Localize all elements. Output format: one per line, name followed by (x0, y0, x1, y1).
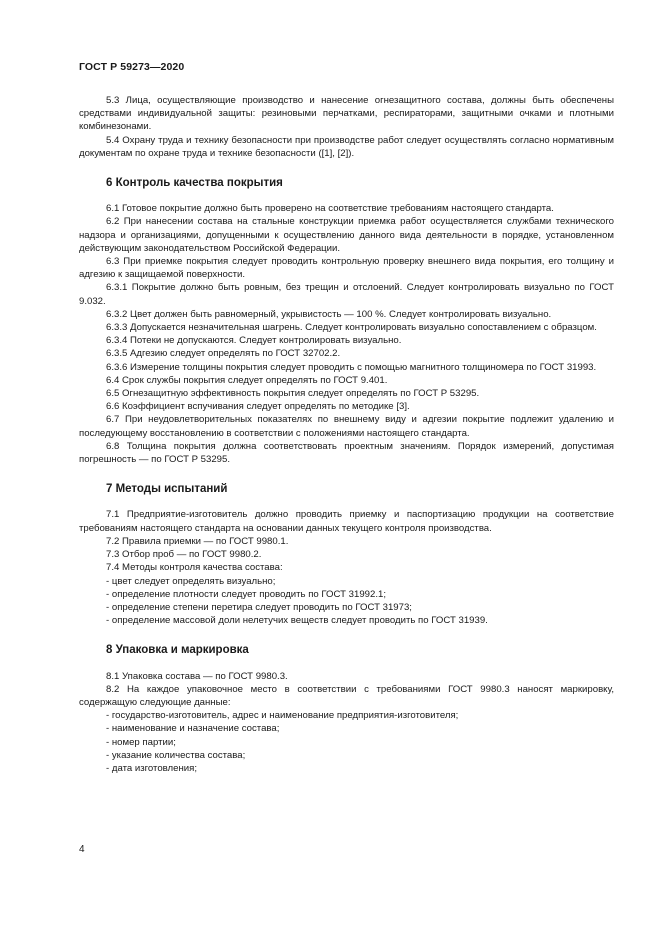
paragraph: 6.7 При неудовлетворительных показателях по внешнему виду и адгезии покрытие подлежит удалению и последующему восстановлению в соответствии с положениями настоящего стандарта. (79, 414, 614, 439)
section-heading: 7 Методы испытаний (106, 483, 228, 496)
section-heading: 8 Упаковка и маркировка (106, 644, 249, 657)
list-item: - цвет следует определять визуально; (106, 575, 276, 587)
paragraph: 8.2 На каждое упаковочное место в соответствии с требованиями ГОСТ 9980.3 наносят маркировку, содержащую следующие данные: (79, 683, 614, 708)
paragraph: 7.3 Отбор проб — по ГОСТ 9980.2. (106, 549, 262, 561)
list-item: - определение степени перетира следует проводить по ГОСТ 31973; (106, 601, 412, 613)
paragraph: 6.3.4 Потеки не допускаются. Следует контролировать визуально. (106, 335, 402, 347)
list-item: - определение массовой доли нелетучих веществ следует проводить по ГОСТ 31939. (106, 615, 488, 627)
paragraph: 6.1 Готовое покрытие должно быть проверено на соответствие требованиям настоящего стандарта. (106, 203, 554, 215)
paragraph: 6.3.1 Покрытие должно быть ровным, без трещин и отслоений. Следует контролировать визуально по ГОСТ 9.032. (79, 282, 614, 307)
list-item: - указание количества состава; (106, 749, 246, 761)
paragraph: 6.3 При приемке покрытия следует проводить контрольную проверку внешнего вида покрытия, его толщину и адгезию к защищаемой поверхности. (79, 256, 614, 281)
paragraph: 6.3.3 Допускается незначительная шагрень. Следует контролировать визуально сопоставлением с образцом. (106, 322, 597, 334)
paragraph: 7.1 Предприятие-изготовитель должно проводить приемку и паспортизацию продукции на соответствие требованиям настоящего стандарта на основании данных текущего контроля производства. (79, 509, 614, 534)
list-item: - наименование и назначение состава; (106, 723, 280, 735)
list-item: - дата изготовления; (106, 762, 197, 774)
paragraph: 6.4 Срок службы покрытия следует определять по ГОСТ 9.401. (106, 374, 388, 386)
paragraph: 5.3 Лица, осуществляющие производство и нанесение огнезащитного состава, должны быть обеспечены средствами индивидуальной защиты: резиновыми перчатками, респираторами, защитными очками и плотными комбинезонами. (79, 95, 614, 133)
paragraph: 7.4 Методы контроля качества состава: (106, 562, 283, 574)
paragraph: 6.6 Коэффициент вспучивания следует определять по методике [3]. (106, 401, 410, 413)
document-body (79, 94, 614, 775)
paragraph: 6.3.6 Измерение толщины покрытия следует проводить с помощью магнитного толщиномера по ГОСТ 31993. (106, 361, 597, 373)
section-heading: 6 Контроль качества покрытия (106, 177, 283, 190)
paragraph: 6.3.5 Адгезию следует определять по ГОСТ 32702.2. (106, 348, 341, 360)
paragraph: 6.8 Толщина покрытия должна соответствовать проектным значениям. Порядок измерений, допустимая погрешность — по ГОСТ Р 53295. (79, 440, 614, 466)
paragraph: 6.3.2 Цвет должен быть равномерный, укрывистость — 100 %. Следует контролировать визуально. (106, 308, 552, 320)
paragraph: 6.2 При нанесении состава на стальные конструкции приемка работ осуществляется службами технического надзора и организациями, допущенными к осуществлению данного вида деятельности в порядке, установленном действующим законодательством Российской Федерации. (79, 216, 614, 254)
list-item: - государство-изготовитель, адрес и наименование предприятия-изготовителя; (106, 710, 459, 722)
document-header: ГОСТ Р 59273—2020 (79, 61, 185, 73)
paragraph: 7.2 Правила приемки — по ГОСТ 9980.1. (106, 535, 289, 547)
paragraph: 8.1 Упаковка состава — по ГОСТ 9980.3. (106, 670, 288, 682)
list-item: - номер партии; (106, 736, 176, 748)
page-number: 4 (79, 844, 85, 855)
paragraph: 6.5 Огнезащитную эффективность покрытия следует определять по ГОСТ Р 53295. (106, 388, 480, 400)
list-item: - определение плотности следует проводить по ГОСТ 31992.1; (106, 588, 386, 600)
paragraph: 5.4 Охрану труда и технику безопасности при производстве работ следует осуществлять согласно нормативным документам по охране труда и технике безопасности ([1], [2]). (79, 134, 614, 159)
